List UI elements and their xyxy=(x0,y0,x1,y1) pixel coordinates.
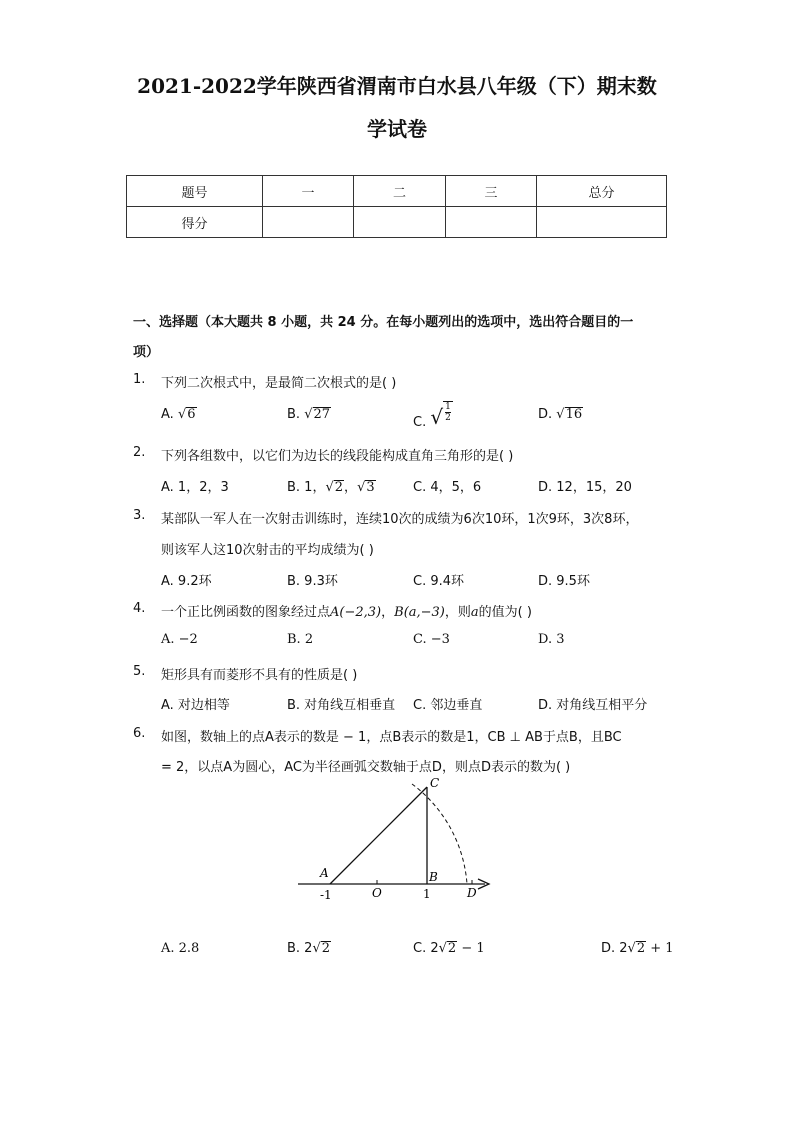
table-cell: 题号 xyxy=(127,176,263,207)
table-cell: 三 xyxy=(446,176,537,207)
option-d[interactable]: D. 对角线互相平分 xyxy=(538,698,648,713)
sqrt-symbol: √ xyxy=(438,941,447,956)
page-title-line1: 2021-2022学年陕西省渭南市白水县八年级（下）期末数 xyxy=(137,74,657,98)
radicand: 2 xyxy=(636,941,646,956)
sqrt-symbol: √ xyxy=(177,407,187,422)
radicand: 2 xyxy=(334,480,344,495)
section-heading-line1: 一、选择题（本大题共 8 小题，共 24 分。在每小题列出的选项中，选出符合题目的一 xyxy=(133,315,634,330)
sqrt-symbol: √ xyxy=(627,941,636,956)
question-stem: 下列二次根式中，是最简二次根式的是( ) xyxy=(161,376,397,391)
number-line-figure xyxy=(290,775,510,905)
option-label: D. xyxy=(538,407,553,422)
point-b: B(a,−3) xyxy=(394,605,445,620)
option-a[interactable] xyxy=(161,407,197,422)
option-a[interactable]: A. 1，2，3 xyxy=(161,480,229,495)
option-c[interactable] xyxy=(413,941,485,956)
option-text: B. 2 xyxy=(287,941,313,956)
variable: a xyxy=(470,605,479,620)
question-number: 5. xyxy=(133,664,146,679)
table-cell: 一 xyxy=(263,176,354,207)
radicand: 6 xyxy=(187,407,196,422)
sqrt-symbol: √ xyxy=(556,407,565,422)
option-d[interactable] xyxy=(538,407,583,422)
radicand: 16 xyxy=(565,407,583,422)
label-o: O xyxy=(372,886,382,900)
option-b[interactable]: B. 9.3环 xyxy=(287,574,338,589)
option-label: C. xyxy=(413,415,427,430)
label-a: A xyxy=(320,866,329,880)
stem-text: 一个正比例函数的图象经过点 xyxy=(161,605,331,620)
option-a[interactable]: A. −2 xyxy=(161,632,198,647)
option-text: + 1 xyxy=(646,941,674,956)
score-table xyxy=(126,175,667,238)
point-a: A(−2,3) xyxy=(330,605,382,620)
question-stem: 矩形具有而菱形不具有的性质是( ) xyxy=(161,668,358,683)
table-cell[interactable] xyxy=(354,207,446,238)
arc xyxy=(412,784,467,884)
option-label: A. xyxy=(161,407,174,422)
radicand: 2 xyxy=(447,941,457,956)
tick-label-neg1: -1 xyxy=(320,888,332,902)
option-a[interactable]: A. 9.2环 xyxy=(161,574,212,589)
question-number: 3. xyxy=(133,508,146,523)
question-stem xyxy=(161,601,532,620)
option-b[interactable] xyxy=(287,476,376,495)
question-number: 2. xyxy=(133,445,146,460)
tick-label-1: 1 xyxy=(423,887,431,901)
table-cell: 得分 xyxy=(127,207,263,238)
stem-text: 的值为( ) xyxy=(478,605,532,620)
option-text: − 1 xyxy=(457,941,485,956)
section-heading-line2: 项） xyxy=(133,345,160,360)
question-stem-line2: 则该军人这10次射击的平均成绩为( ) xyxy=(161,543,374,558)
label-d: D xyxy=(467,886,477,900)
sqrt-symbol: √ xyxy=(312,941,321,956)
sqrt-symbol: √ xyxy=(357,480,366,495)
separator: ， xyxy=(344,480,358,495)
option-d[interactable]: D. 12，15，20 xyxy=(538,480,632,495)
denominator: 2 xyxy=(445,413,451,423)
table-cell[interactable] xyxy=(263,207,354,238)
option-text: C. 2 xyxy=(413,941,439,956)
option-d[interactable] xyxy=(601,941,674,956)
numerator: 1 xyxy=(445,402,451,412)
sqrt-symbol: √ xyxy=(304,407,313,422)
option-text: B. 1， xyxy=(287,480,326,495)
segment-ac xyxy=(330,787,427,884)
stem-text: ，则 xyxy=(444,605,471,620)
option-c[interactable]: C. 邻边垂直 xyxy=(413,698,483,713)
option-c[interactable]: C. −3 xyxy=(413,632,450,647)
option-d[interactable]: D. 9.5环 xyxy=(538,574,590,589)
radicand: 2 xyxy=(321,941,331,956)
option-a[interactable]: A. 2.8 xyxy=(161,941,200,956)
option-b[interactable] xyxy=(287,407,331,422)
question-stem-line2: = 2，以点A为圆心，AC为半径画弧交数轴于点D，则点D表示的数为( ) xyxy=(161,760,571,775)
question-number: 6. xyxy=(133,726,146,741)
question-number: 1. xyxy=(133,372,146,387)
sqrt-symbol: √ xyxy=(430,405,444,429)
table-cell: 二 xyxy=(354,176,446,207)
question-stem-line1: 如图，数轴上的点A表示的数是 − 1，点B表示的数是1，CB ⊥ AB于点B，且BC xyxy=(161,730,622,745)
table-row xyxy=(127,207,667,238)
option-c[interactable] xyxy=(413,401,453,430)
table-cell[interactable] xyxy=(446,207,537,238)
option-b[interactable]: B. 2 xyxy=(287,632,314,647)
option-b[interactable] xyxy=(287,941,331,956)
label-b: B xyxy=(429,870,438,884)
option-b[interactable]: B. 对角线互相垂直 xyxy=(287,698,396,713)
radicand: 3 xyxy=(366,480,375,495)
table-cell[interactable] xyxy=(537,207,667,238)
label-c: C xyxy=(430,776,440,790)
fraction xyxy=(443,401,453,423)
table-cell: 总分 xyxy=(537,176,667,207)
question-stem: 下列各组数中，以它们为边长的线段能构成直角三角形的是( ) xyxy=(161,449,514,464)
table-row xyxy=(127,176,667,207)
separator: ， xyxy=(381,605,395,620)
page-title-line2: 学试卷 xyxy=(367,117,427,141)
question-stem-line1: 某部队一军人在一次射击训练时，连续10次的成绩为6次10环，1次9环，3次8环， xyxy=(161,512,639,527)
radicand: 27 xyxy=(313,407,331,422)
option-text: D. 2 xyxy=(601,941,628,956)
option-d[interactable]: D. 3 xyxy=(538,632,565,647)
option-a[interactable]: A. 对边相等 xyxy=(161,698,230,713)
option-c[interactable]: C. 9.4环 xyxy=(413,574,465,589)
sqrt-symbol: √ xyxy=(325,480,334,495)
question-number: 4. xyxy=(133,601,146,616)
option-c[interactable]: C. 4，5，6 xyxy=(413,480,482,495)
option-label: B. xyxy=(287,407,301,422)
